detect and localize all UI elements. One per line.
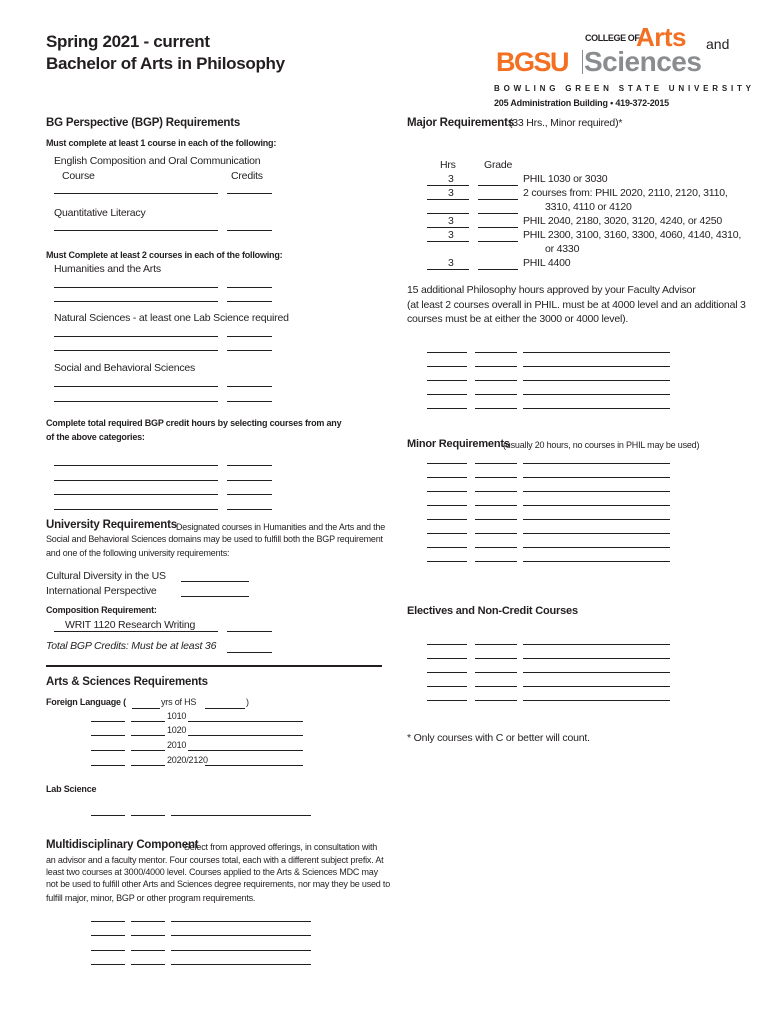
elective-field-3c[interactable]	[523, 672, 670, 673]
logo-and: and	[706, 36, 730, 52]
minor-field-7c[interactable]	[523, 547, 670, 548]
minor-field-1c[interactable]	[523, 463, 670, 464]
quantitative-literacy-label: Quantitative Literacy	[54, 207, 146, 219]
natural-course-field-2[interactable]	[54, 350, 218, 351]
yrs-hs-field[interactable]	[132, 708, 160, 709]
fl-1010-field-a[interactable]	[91, 721, 125, 722]
foreign-language-label: Foreign Language (	[46, 697, 126, 707]
mdc-field-4c[interactable]	[171, 964, 311, 965]
mdc-field-1a[interactable]	[91, 921, 125, 922]
credits-column-header: Credits	[231, 170, 263, 182]
elective-field-3b[interactable]	[475, 672, 517, 673]
writ-credits-field[interactable]	[227, 631, 272, 632]
course-column-header: Course	[62, 170, 95, 182]
total-bgp-credits-field[interactable]	[227, 652, 272, 653]
minor-field-7b[interactable]	[475, 547, 517, 548]
minor-field-5c[interactable]	[523, 519, 670, 520]
additional-bgp-credits-field-3[interactable]	[227, 494, 272, 495]
minor-field-1a[interactable]	[427, 463, 467, 464]
additional-phil-field-1b[interactable]	[475, 352, 517, 353]
elective-field-2c[interactable]	[523, 658, 670, 659]
natural-credits-field-1[interactable]	[227, 336, 272, 337]
mdc-field-3c[interactable]	[171, 950, 311, 951]
minor-field-4a[interactable]	[427, 505, 467, 506]
major-row-2b-hrs-line	[427, 213, 469, 214]
minor-field-2b[interactable]	[475, 477, 517, 478]
arts-sciences-heading: Arts & Sciences Requirements	[46, 676, 208, 688]
fl-2020-field-c[interactable]	[205, 765, 303, 766]
major-row-2b-grade-field[interactable]	[478, 213, 518, 214]
logo-divider	[582, 50, 583, 74]
minor-field-4b[interactable]	[475, 505, 517, 506]
bgp-one-course-instruction: Must complete at least 1 course in each of the following:	[46, 138, 277, 148]
major-requirements-note: (33 Hrs., Minor required)*	[509, 117, 623, 129]
humanities-course-field-2[interactable]	[54, 301, 218, 302]
fl-2010-field-a[interactable]	[91, 750, 125, 751]
major-row-5-grade-field[interactable]	[478, 269, 518, 270]
minor-field-3a[interactable]	[427, 491, 467, 492]
major-row-5-hrs-line	[427, 269, 469, 270]
additional-bgp-course-field-4[interactable]	[54, 509, 218, 510]
minor-field-2a[interactable]	[427, 477, 467, 478]
quantitative-course-field[interactable]	[54, 230, 218, 231]
additional-hours-line-2: (at least 2 courses overall in PHIL. must be at 4000 level and an additional 3	[407, 299, 746, 311]
elective-field-4a[interactable]	[427, 686, 467, 687]
cultural-diversity-field[interactable]	[181, 581, 249, 582]
university-requirements-heading: University Requirements	[46, 519, 177, 531]
footnote: * Only courses with C or better will count.	[407, 732, 590, 744]
major-row-3-hrs-line	[427, 227, 469, 228]
additional-phil-field-3b[interactable]	[475, 380, 517, 381]
quantitative-credits-field[interactable]	[227, 230, 272, 231]
major-row-3-grade-field[interactable]	[478, 227, 518, 228]
minor-field-7a[interactable]	[427, 547, 467, 548]
page-title-line-2: Bachelor of Arts in Philosophy	[46, 54, 285, 73]
additional-phil-field-1c[interactable]	[523, 352, 670, 353]
additional-phil-field-4b[interactable]	[475, 394, 517, 395]
total-bgp-credits-label: Total BGP Credits: Must be at least 36	[46, 640, 217, 652]
fl-2020-field-a[interactable]	[91, 765, 125, 766]
additional-phil-field-2c[interactable]	[523, 366, 670, 367]
minor-field-2c[interactable]	[523, 477, 670, 478]
additional-bgp-course-field-3[interactable]	[54, 494, 218, 495]
humanities-credits-field-2[interactable]	[227, 301, 272, 302]
mdc-field-4b[interactable]	[131, 964, 165, 965]
elective-field-3a[interactable]	[427, 672, 467, 673]
bgp-complete-total-line-2: of the above categories:	[46, 432, 145, 442]
humanities-credits-field-1[interactable]	[227, 287, 272, 288]
international-perspective-label: International Perspective	[46, 585, 157, 597]
additional-phil-field-5c[interactable]	[523, 408, 670, 409]
elective-field-5c[interactable]	[523, 700, 670, 701]
major-row-3-hrs: 3	[448, 215, 454, 227]
major-row-2-course-line-2: 3310, 4110 or 4120	[545, 201, 632, 213]
major-row-1-grade-field[interactable]	[478, 185, 518, 186]
minor-field-6a[interactable]	[427, 533, 467, 534]
page-title-line-1: Spring 2021 - current	[46, 32, 210, 51]
social-course-field-1[interactable]	[54, 386, 218, 387]
elective-field-4b[interactable]	[475, 686, 517, 687]
elective-field-4c[interactable]	[523, 686, 670, 687]
humanities-label: Humanities and the Arts	[54, 263, 161, 275]
natural-sciences-label: Natural Sciences - at least one Lab Science required	[54, 312, 289, 324]
bgsu-college-logo	[494, 22, 755, 96]
elective-field-2a[interactable]	[427, 658, 467, 659]
fl-1020-field-a[interactable]	[91, 735, 125, 736]
minor-field-5a[interactable]	[427, 519, 467, 520]
natural-course-field-1[interactable]	[54, 336, 218, 337]
additional-bgp-credits-field-2[interactable]	[227, 480, 272, 481]
fl-level-2010: 2010	[167, 740, 187, 750]
additional-hours-line-1: 15 additional Philosophy hours approved by your Faculty Advisor	[407, 284, 696, 296]
english-course-field[interactable]	[54, 193, 218, 194]
logo-bgsu: BGSU	[496, 47, 569, 77]
fl-level-2020-2120: 2020/2120	[167, 755, 208, 765]
additional-phil-field-2a[interactable]	[427, 366, 467, 367]
lab-science-label: Lab Science	[46, 784, 97, 794]
hrs-column-header: Hrs	[440, 159, 456, 171]
address-line: 205 Administration Building • 419-372-2015	[494, 98, 669, 108]
english-credits-field[interactable]	[227, 193, 272, 194]
social-credits-field-2[interactable]	[227, 401, 272, 402]
bgp-complete-total-line-1: Complete total required BGP credit hours by selecting courses from any	[46, 418, 342, 428]
major-row-3-course: PHIL 2040, 2180, 3020, 3120, 4240, or 4250	[523, 215, 723, 227]
minor-field-8b[interactable]	[475, 561, 517, 562]
mdc-note-line-4: not be used to fulfill other Arts and Sciences degree requirements, nor may they be used to	[46, 879, 391, 889]
yrs-hs-field-2[interactable]	[205, 708, 245, 709]
logo-arts: Arts	[636, 22, 687, 52]
mdc-field-1b[interactable]	[131, 921, 165, 922]
fl-level-1010: 1010	[167, 711, 187, 721]
bgp-two-courses-instruction: Must Complete at least 2 courses in each of the following:	[46, 250, 283, 260]
additional-phil-field-1a[interactable]	[427, 352, 467, 353]
mdc-field-2b[interactable]	[131, 935, 165, 936]
additional-phil-field-5a[interactable]	[427, 408, 467, 409]
elective-field-1a[interactable]	[427, 644, 467, 645]
international-perspective-field[interactable]	[181, 596, 249, 597]
mdc-field-2a[interactable]	[91, 935, 125, 936]
bgp-heading: BG Perspective (BGP) Requirements	[46, 117, 241, 129]
additional-phil-field-4c[interactable]	[523, 394, 670, 395]
fl-2010-field-b[interactable]	[131, 750, 165, 751]
minor-requirements-note: (usually 20 hours, no courses in PHIL may be used)	[503, 440, 700, 450]
elective-field-5b[interactable]	[475, 700, 517, 701]
lab-science-field-a[interactable]	[91, 815, 125, 816]
major-row-5-hrs: 3	[448, 257, 454, 269]
humanities-course-field-1[interactable]	[54, 287, 218, 288]
minor-field-5b[interactable]	[475, 519, 517, 520]
minor-field-4c[interactable]	[523, 505, 670, 506]
fl-1010-field-c[interactable]	[188, 721, 303, 722]
fl-2020-field-b[interactable]	[131, 765, 165, 766]
additional-phil-field-5b[interactable]	[475, 408, 517, 409]
close-paren: )	[246, 697, 249, 707]
additional-bgp-credits-field-4[interactable]	[227, 509, 272, 510]
mdc-field-4a[interactable]	[91, 964, 125, 965]
major-row-1-hrs-line	[427, 185, 469, 186]
additional-bgp-course-field-2[interactable]	[54, 480, 218, 481]
lab-science-field-b[interactable]	[131, 815, 165, 816]
mdc-note-line-5: fulfill major, minor, BGP or other program requirements.	[46, 893, 256, 903]
major-row-2-hrs-line	[427, 199, 469, 200]
major-row-4-course-line-1: PHIL 2300, 3100, 3160, 3300, 4060, 4140, 4310,	[523, 229, 742, 241]
major-row-5-course: PHIL 4400	[523, 257, 571, 269]
composition-requirement-label: Composition Requirement:	[46, 605, 157, 615]
major-row-4-grade-field[interactable]	[478, 241, 518, 242]
minor-field-8c[interactable]	[523, 561, 670, 562]
minor-field-6b[interactable]	[475, 533, 517, 534]
mdc-note-line-3: least two courses at 3000/4000 level. Courses applied to the Arts & Sciences MDC may	[46, 867, 378, 877]
major-row-1-hrs: 3	[448, 173, 454, 185]
lab-science-field-c[interactable]	[171, 815, 311, 816]
section-divider	[46, 665, 382, 667]
fl-2010-field-c[interactable]	[188, 750, 303, 751]
university-note-line-2: Social and Behavioral Sciences domains may be used to fulfill both the BGP requirement	[46, 534, 383, 544]
fl-1020-field-b[interactable]	[131, 735, 165, 736]
logo-sciences: Sciences	[584, 46, 702, 77]
minor-field-1b[interactable]	[475, 463, 517, 464]
additional-hours-line-3: courses must be at either the 3000 or 4000 level).	[407, 313, 629, 325]
writ-1120-label: WRIT 1120 Research Writing	[65, 619, 196, 631]
fl-1020-field-c[interactable]	[188, 735, 303, 736]
grade-column-header: Grade	[484, 159, 513, 171]
major-row-4-hrs-line	[427, 241, 469, 242]
english-composition-label: English Composition and Oral Communication	[54, 155, 261, 167]
electives-heading: Electives and Non-Credit Courses	[407, 605, 578, 617]
mdc-field-3a[interactable]	[91, 950, 125, 951]
social-course-field-2[interactable]	[54, 401, 218, 402]
major-row-4-course-line-2: or 4330	[545, 243, 580, 255]
mdc-field-1c[interactable]	[171, 921, 311, 922]
elective-field-2b[interactable]	[475, 658, 517, 659]
major-requirements-heading: Major Requirements	[407, 117, 514, 129]
additional-phil-field-2b[interactable]	[475, 366, 517, 367]
additional-phil-field-3a[interactable]	[427, 380, 467, 381]
minor-field-6c[interactable]	[523, 533, 670, 534]
mdc-field-3b[interactable]	[131, 950, 165, 951]
additional-phil-field-3c[interactable]	[523, 380, 670, 381]
minor-field-8a[interactable]	[427, 561, 467, 562]
university-note-line-1: Designated courses in Humanities and the Arts and the	[176, 522, 386, 532]
social-credits-field-1[interactable]	[227, 386, 272, 387]
mdc-heading: Multidisciplinary Component	[46, 839, 199, 851]
logo-college-of: COLLEGE OF	[585, 33, 640, 43]
mdc-field-2c[interactable]	[171, 935, 311, 936]
cultural-diversity-label: Cultural Diversity in the US	[46, 570, 166, 582]
fl-1010-field-b[interactable]	[131, 721, 165, 722]
writ-underline	[54, 631, 218, 632]
major-row-1-course: PHIL 1030 or 3030	[523, 173, 608, 185]
minor-requirements-heading: Minor Requirements	[407, 438, 510, 450]
additional-phil-field-4a[interactable]	[427, 394, 467, 395]
minor-field-3c[interactable]	[523, 491, 670, 492]
elective-field-5a[interactable]	[427, 700, 467, 701]
university-note-line-3: and one of the following university requirements:	[46, 548, 230, 558]
natural-credits-field-2[interactable]	[227, 350, 272, 351]
major-row-2-grade-field[interactable]	[478, 199, 518, 200]
additional-bgp-credits-field-1[interactable]	[227, 465, 272, 466]
elective-field-1c[interactable]	[523, 644, 670, 645]
minor-field-3b[interactable]	[475, 491, 517, 492]
mdc-note-line-1: Select from approved offerings, in consultation with	[184, 842, 378, 852]
additional-bgp-course-field-1[interactable]	[54, 465, 218, 466]
yrs-hs-label: yrs of HS	[161, 697, 197, 707]
elective-field-1b[interactable]	[475, 644, 517, 645]
fl-level-1020: 1020	[167, 725, 187, 735]
logo-university-name: BOWLING GREEN STATE UNIVERSITY	[494, 84, 755, 93]
major-row-2-course-line-1: 2 courses from: PHIL 2020, 2110, 2120, 3110,	[523, 187, 728, 199]
major-row-4-hrs: 3	[448, 229, 454, 241]
major-row-2-hrs: 3	[448, 187, 454, 199]
social-behavioral-label: Social and Behavioral Sciences	[54, 362, 196, 374]
mdc-note-line-2: an advisor and a faculty mentor. Four courses total, each with a different subject prefix. At	[46, 855, 384, 865]
